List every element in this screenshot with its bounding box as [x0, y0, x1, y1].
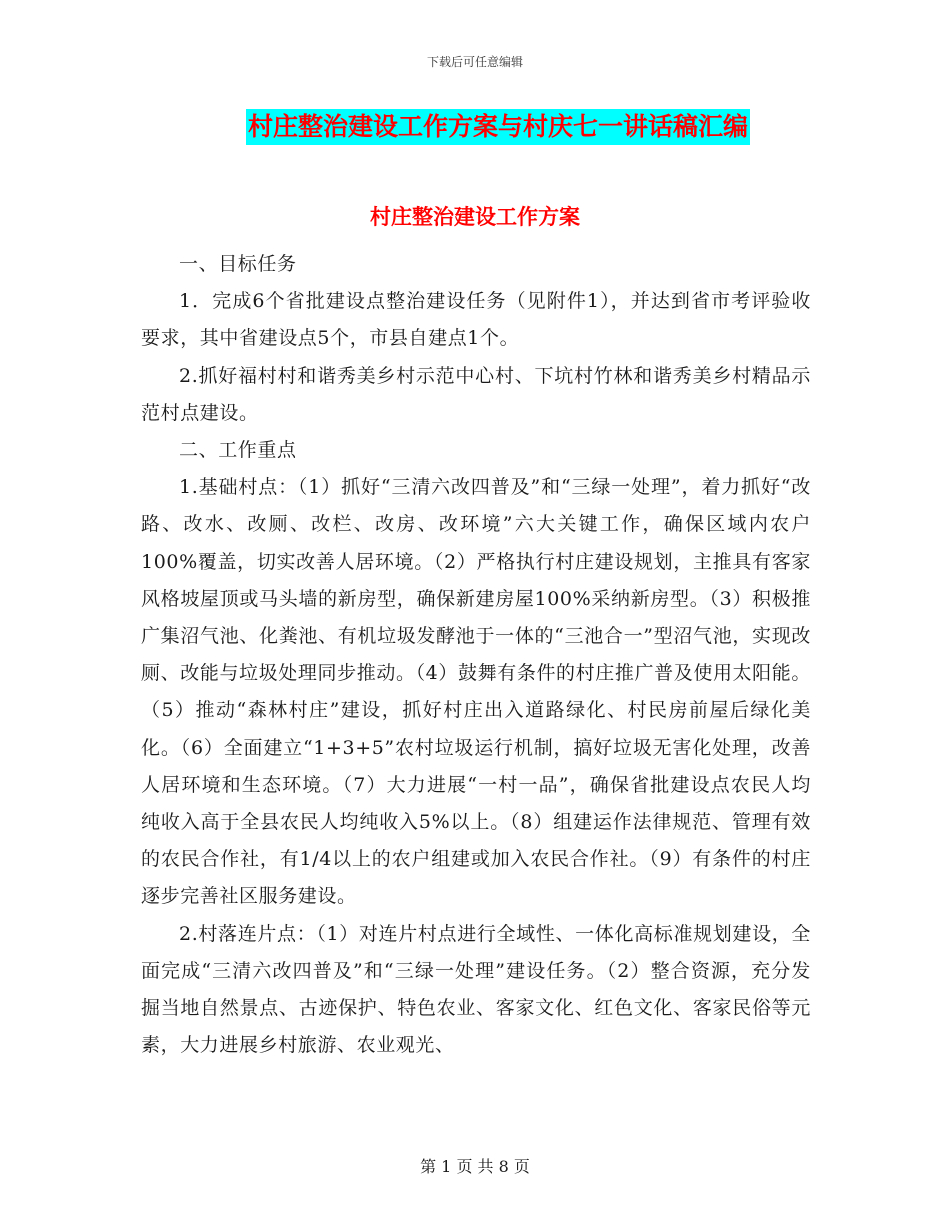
paragraph-goal-1: 1．完成6个省批建设点整治建设任务（见附件1），并达到省市考评验收要求，其中省建设点5个，市县自建点1个。 — [141, 290, 811, 350]
document-body — [141, 246, 811, 1064]
paragraph-connected-villages: 2.村落连片点：（1）对连片村点进行全域性、一体化高标准规划建设，全面完成“三清六改四普及”和“三绿一处理”建设任务。（2）整合资源，充分发掘当地自然景点、古迹保护、特色农业、客家文化、红色文化、客家民俗等元素，大力进展乡村旅游、农业观光、 — [141, 922, 811, 1057]
paragraph-goal-2: 2.抓好福村村和谐秀美乡村示范中心村、下坑村竹林和谐秀美乡村精品示范村点建设。 — [141, 364, 811, 424]
header-note: 下载后可任意编辑 — [426, 55, 523, 69]
main-title-wrap — [0, 109, 950, 145]
section-title: 村庄整治建设工作方案 — [370, 204, 580, 229]
heading-goals: 一、目标任务 — [179, 253, 297, 275]
document-title: 村庄整治建设工作方案与村庆七一讲话稿汇编 — [246, 109, 750, 145]
heading-key-work: 二、工作重点 — [179, 439, 297, 462]
page-number: 第 1 页 共 8 页 — [420, 1157, 530, 1176]
paragraph-basic-villages: 1.基础村点：（1）抓好“三清六改四普及”和“三绿一处理”，着力抓好“改路、改水、改厕、改栏、改房、改环境”六大关键工作，确保区域内农户100%覆盖，切实改善人居环境。（2）严格执行村庄建设规划，主推具有客家风格坡屋顶或马头墙的新房型，确保新建房屋100%采纳新房型。（3）积极推广集沼气池、化粪池、有机垃圾发酵池于一体的“三池合一”型沼气池，实现改厕、改能与垃圾处理同步推动。（4）鼓舞有条件的村庄推广普及使用太阳能。（5）推动“森林村庄”建设，抓好村庄出入道路绿化、村民房前屋后绿化美化。（6）全面建立“1+3+5”农村垃圾运行机制，搞好垃圾无害化处理，改善人居环境和生态环境。（7）大力进展“一村一品”，确保省批建设点农民人均纯收入高于全县农民人均纯收入5%以上。（8）组建运作法律规范、管理有效的农民合作社，有1/4以上的农户组建或加入农民合作社。（9）有条件的村庄逐步完善社区服务建设。 — [141, 476, 811, 908]
